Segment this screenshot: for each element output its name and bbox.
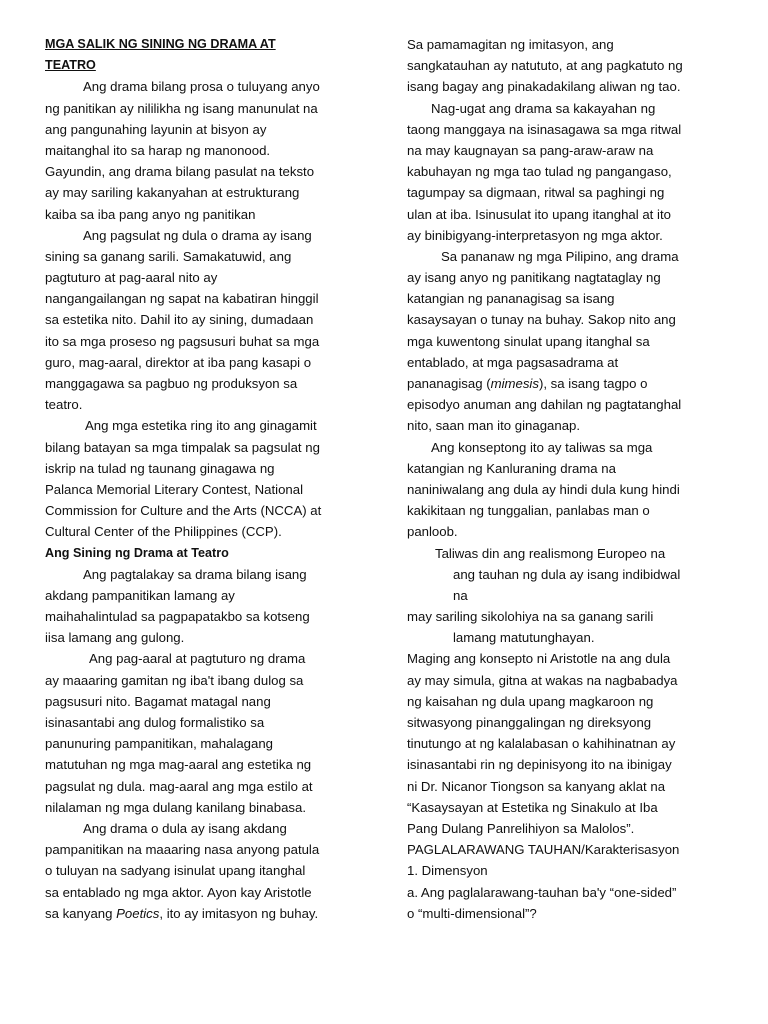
paragraph-line: Taliwas din ang realismong Europeo na (435, 545, 666, 561)
paragraph-line: Cultural Center of the Philippines (CCP). (45, 524, 282, 540)
paragraph-line: Nag-ugat ang drama sa kakayahan ng (431, 100, 656, 116)
paragraph-line: katangian ng Kanluraning drama na (407, 460, 616, 476)
paragraph-line: teatro. (45, 397, 83, 413)
paragraph-line: episodyo anuman ang dahilan ng pagtatanghal (407, 397, 682, 413)
paragraph-line: ulan at iba. Isinusulat ito upang itanghal at ito (407, 206, 671, 222)
paragraph-line: pagtuturo at pag-aaral nito ay (45, 270, 218, 286)
paragraph-line: kabuhayan ng mga tao tulad ng pangangaso, (407, 164, 672, 180)
paragraph-line: ang pangunahing layunin at bisyon ay (45, 121, 267, 137)
paragraph-line: ng panitikan ay nililikha ng isang manunulat na (45, 100, 318, 116)
paragraph-line (407, 373, 727, 394)
paragraph-line: akdang pampanitikan lamang ay (45, 587, 235, 603)
paragraph-line: isang bagay ang pinakadakilang aliwan ng tao. (407, 79, 681, 95)
paragraph-line: Ang pagtalakay sa drama bilang isang (83, 566, 307, 582)
paragraph-line: Ang pagsulat ng dula o drama ay isang (83, 227, 312, 243)
paragraph-line: katangian ng pananagisag sa isang (407, 291, 615, 307)
paragraph-line: iskrip na tulad ng taunang ginagawa ng (45, 460, 275, 476)
paragraph-line: na (453, 587, 468, 603)
paragraph-line: nangangailangan ng sapat na kabatiran hinggil (45, 291, 319, 307)
paragraph-line: ay binibigyang-interpretasyon ng mga aktor. (407, 227, 663, 243)
subsection-heading: PAGLALARAWANG TAUHAN/Karakterisasyon (407, 842, 680, 858)
paragraph-line: kasaysayan o tunay na buhay. Sakop nito ang (407, 312, 676, 328)
paragraph-line: ni Dr. Nicanor Tiongson sa kanyang aklat na (407, 778, 666, 794)
paragraph-line: tagumpay sa digmaan, ritwal sa paghingi ng (407, 185, 665, 201)
paragraph-line: tinutungo at ng kalalabasan o kahihinatnan ay (407, 736, 676, 752)
left-column (45, 34, 367, 924)
paragraph-line: maihahalintulad sa pagpapatakbo sa kotseng (45, 609, 310, 625)
italic-term: mimesis (490, 376, 539, 391)
paragraph-line: pampanitikan na maaaring nasa anyong patula (45, 842, 320, 858)
paragraph-line: kakikitaan ng tunggalian, panlabas man o (407, 503, 650, 519)
paragraph-line: iisa lamang ang gulong. (45, 630, 185, 646)
paragraph-line: sining sa ganang sarili. Samakatuwid, ang (45, 248, 292, 264)
paragraph-line: Sa pananaw ng mga Pilipino, ang drama (441, 248, 679, 264)
paragraph-line: Pang Dulang Panrelihiyon sa Malolos”. (407, 820, 635, 836)
paragraph-line: nilalaman ng mga dulang kanilang binabasa. (45, 799, 307, 815)
paragraph-line: manggagawa sa pagbuo ng produksyon sa (45, 376, 298, 391)
paragraph-line: o tuluyan na sadyang isinulat upang itanghal (45, 863, 306, 879)
text-run: sa kanyang (45, 905, 117, 921)
paragraph-line: nito, saan man ito ginaganap. (407, 418, 581, 434)
paragraph-line: ito sa mga proseso ng pagsusuri buhat sa mga (45, 333, 320, 349)
paragraph-line: guro, mag-aaral, direktor at iba pang kasapi o (45, 354, 312, 370)
paragraph-line: kaiba sa iba pang anyo ng panitikan (45, 206, 256, 222)
paragraph-line: maitanghal ito sa harap ng manonood. (45, 142, 271, 158)
paragraph-line: Gayundin, ang drama bilang pasulat na teksto (45, 164, 315, 180)
list-item: o “multi-dimensional”? (407, 905, 537, 921)
paragraph-line: Ang drama o dula ay isang akdang (83, 820, 287, 836)
list-item: a. Ang paglalarawang-tauhan ba'y “one-sided” (407, 884, 677, 900)
paragraph-line: Ang mga estetika ring ito ang ginagamit (85, 418, 317, 434)
paragraph-line: ay may simula, gitna at wakas na nagbabadya (407, 672, 678, 688)
paragraph-line: “Kasaysayan at Estetika ng Sinakulo at Iba (407, 799, 658, 815)
list-item: 1. Dimensyon (407, 863, 488, 879)
paragraph-line: isinasantabi ang dulog formalistiko sa (45, 715, 265, 730)
paragraph-line: pagsusuri nito. Bagamat matagal nang (45, 693, 271, 709)
paragraph-line: panunuring pampanitikan, mahalagang (45, 736, 274, 752)
paragraph-line: ng kaisahan ng dula upang magkaroon ng (407, 693, 654, 709)
text-run: pananagisag ( (407, 376, 491, 391)
paragraph-line: taong manggaya na isinasagawa sa mga ritwal (407, 121, 682, 137)
paragraph-line: ang tauhan ng dula ay isang indibidwal (453, 566, 681, 582)
paragraph-line: entablado, at mga pagsasadrama at (407, 354, 619, 370)
paragraph-line: Ang konseptong ito ay taliwas sa mga (431, 439, 653, 455)
paragraph-line: panloob. (407, 524, 458, 540)
paragraph-line: matutuhan ng mga mag-aaral ang estetika ng (45, 757, 312, 773)
text-run: , ito ay imitasyon ng buhay. (159, 905, 319, 921)
section-title-cont: TEATRO (45, 58, 96, 73)
paragraph-line: Maging ang konsepto ni Aristotle na ang dula (407, 651, 671, 667)
paragraph-line: sitwasyong pinanggalingan ng direksyong (407, 715, 652, 730)
paragraph-line (45, 903, 367, 924)
paragraph-line: naniniwalang ang dula ay hindi dula kung hindi (407, 481, 680, 497)
paragraph-line: bilang batayan sa mga timpalak sa pagsulat ng (45, 439, 320, 455)
book-title: Poetics (116, 905, 160, 921)
paragraph-line: pagsulat ng dula. mag-aaral ang mga estilo at (45, 778, 313, 794)
paragraph-line: ay maaaring gamitan ng iba't ibang dulog sa (45, 672, 304, 688)
paragraph-line: ay isang anyo ng panitikang nagtataglay ng (407, 270, 661, 286)
paragraph-line: sa entablado ng mga aktor. Ayon kay Aristotle (45, 884, 312, 900)
paragraph-line: Sa pamamagitan ng imitasyon, ang (407, 37, 614, 52)
right-column (407, 34, 727, 924)
text-run: ), sa isang tagpo o (538, 376, 648, 391)
paragraph-line: lamang matutunghayan. (453, 630, 595, 646)
paragraph-line: Ang pag-aaral at pagtuturo ng drama (89, 651, 306, 667)
paragraph-line: Ang drama bilang prosa o tuluyang anyo (83, 79, 320, 95)
paragraph-line: sa estetika nito. Dahil ito ay sining, dumadaan (45, 312, 314, 328)
section-title: MGA SALIK NG SINING NG DRAMA AT (45, 37, 276, 51)
paragraph-line: isinasantabi rin ng depinisyong ito na ibinigay (407, 757, 672, 773)
paragraph-line: ay may sariling kakanyahan at estrukturang (45, 185, 300, 201)
paragraph-line: Palanca Memorial Literary Contest, National (45, 481, 304, 497)
paragraph-line: sangkatauhan ay natututo, at ang pagkatuto ng (407, 58, 683, 74)
paragraph-line: mga kuwentong sinulat upang itanghal sa (407, 333, 650, 349)
paragraph-line: may sariling sikolohiya na sa ganang sarili (407, 609, 654, 625)
paragraph-line: Commission for Culture and the Arts (NCCA) at (45, 503, 322, 519)
paragraph-line: na may kaugnayan sa pang-araw-araw na (407, 142, 654, 158)
subsection-heading: Ang Sining ng Drama at Teatro (45, 545, 229, 560)
